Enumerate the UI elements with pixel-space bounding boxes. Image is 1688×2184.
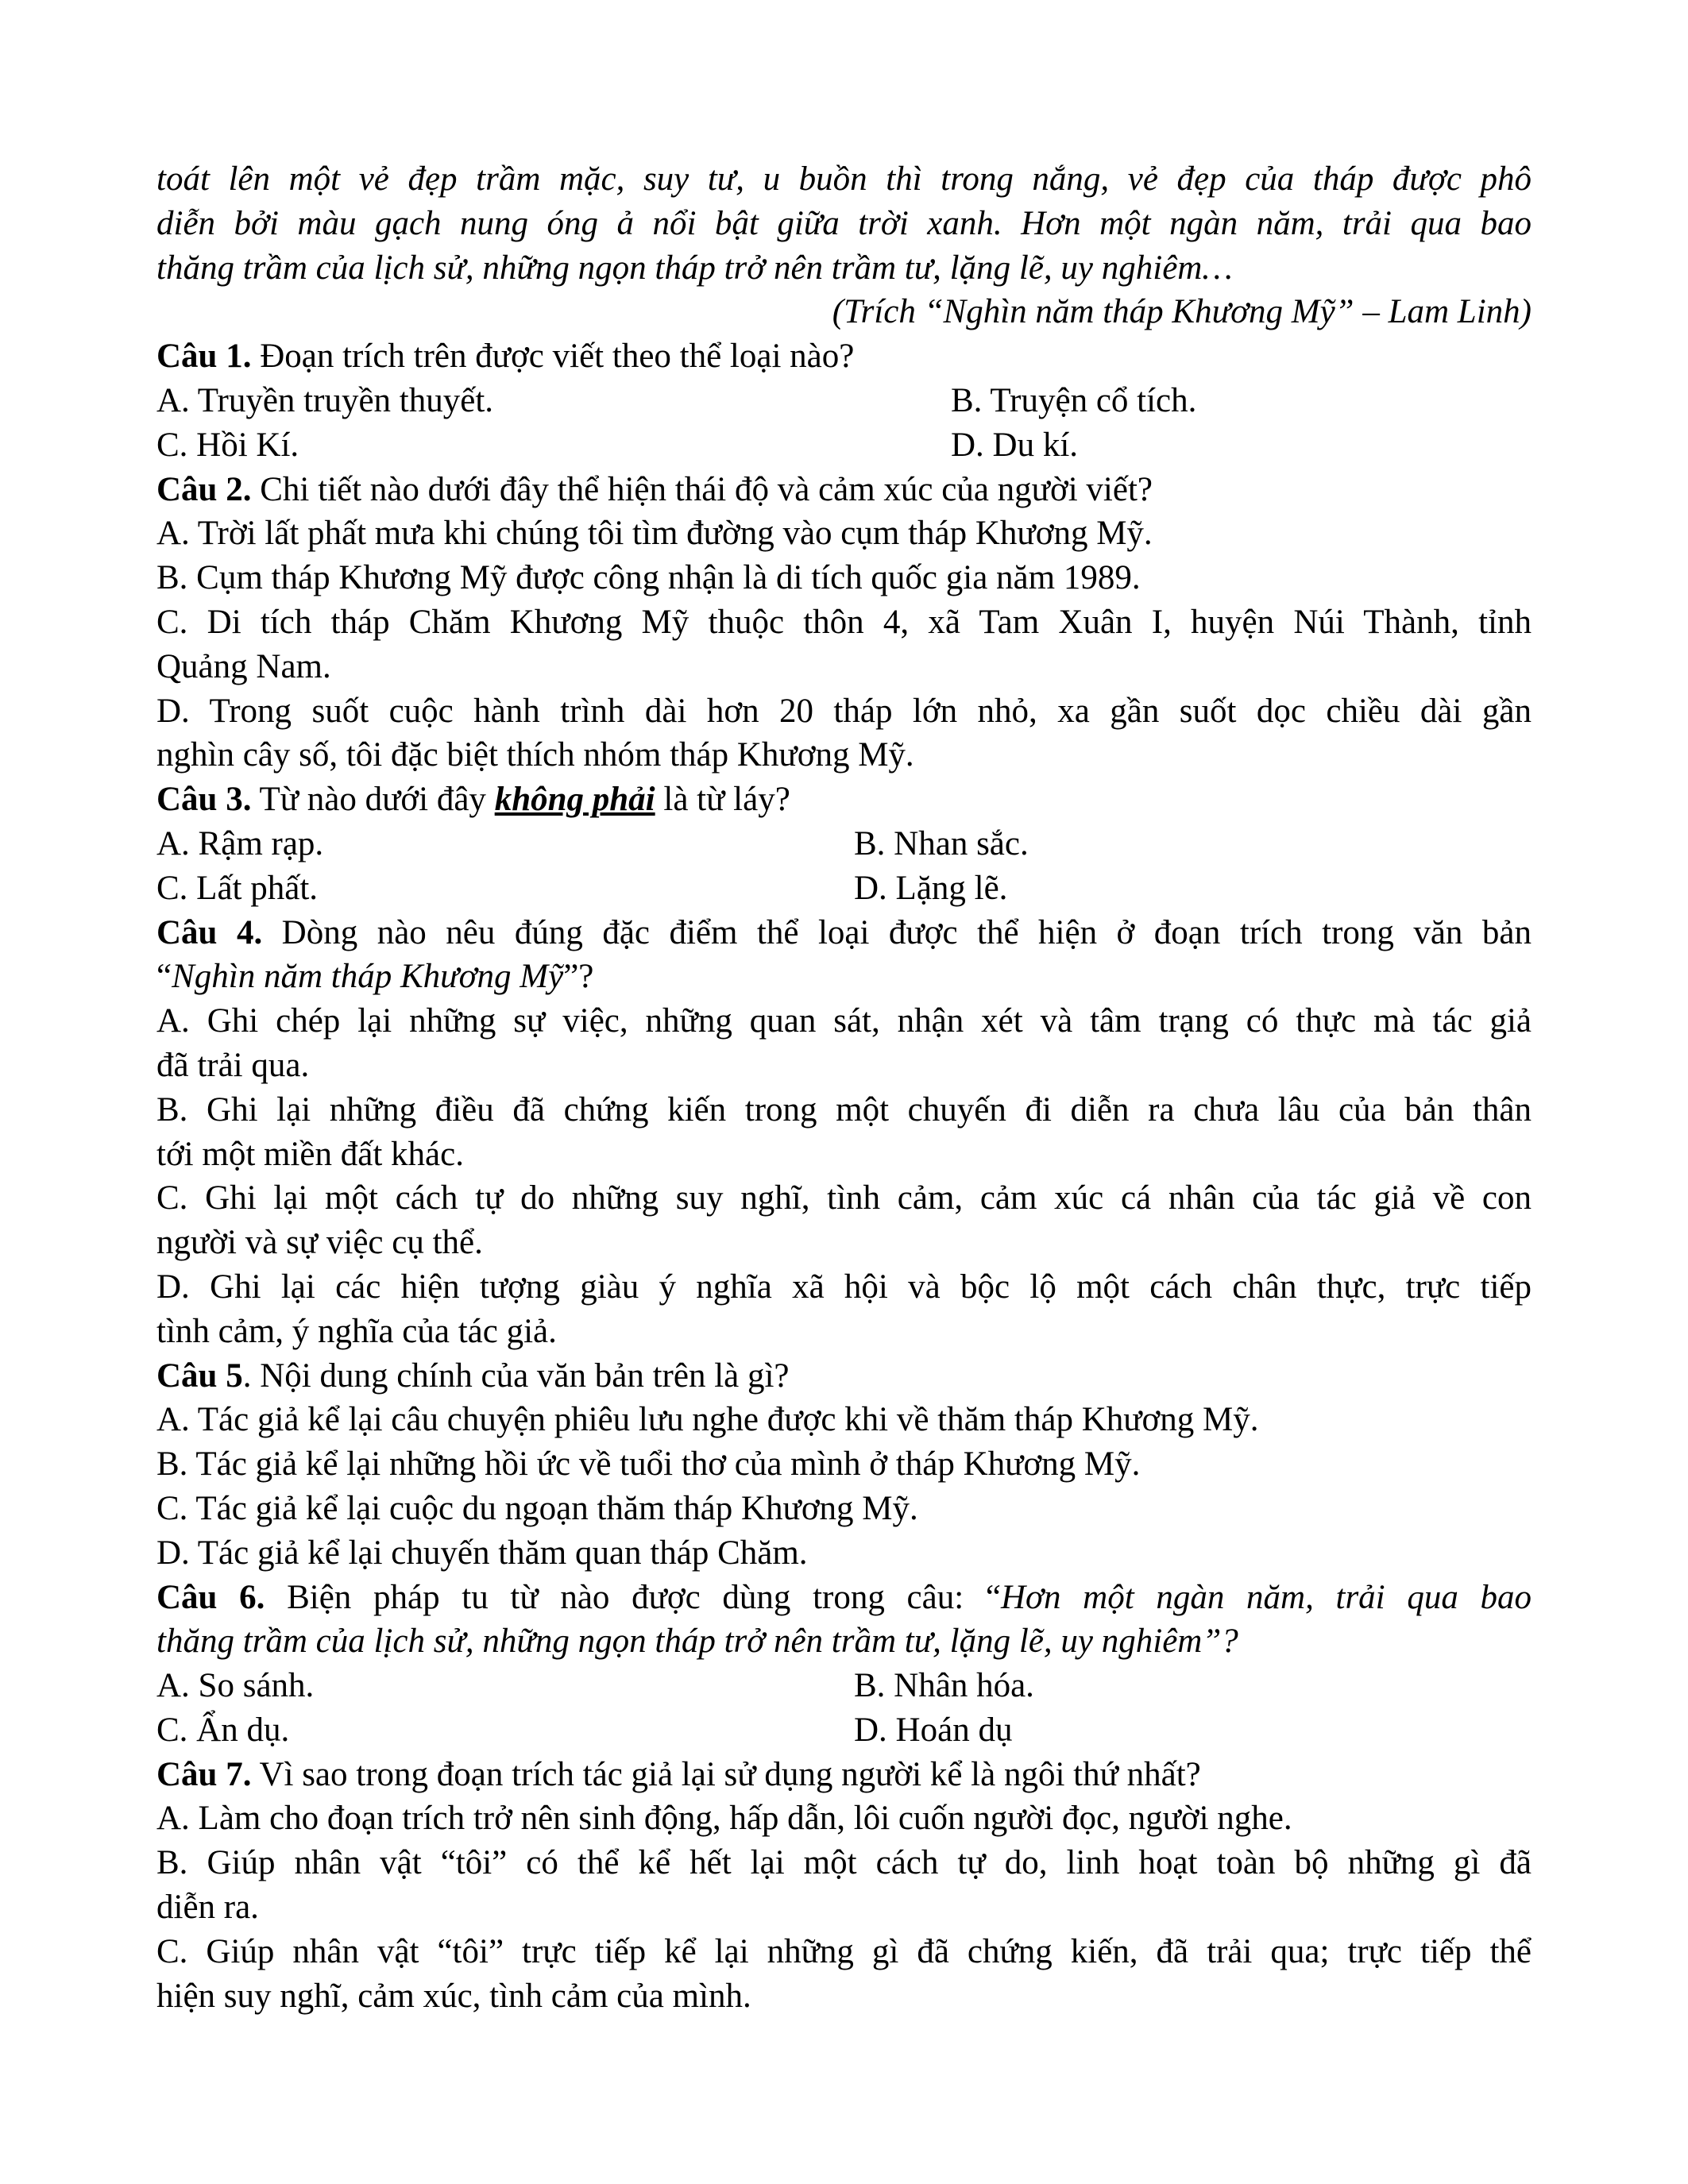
answer-row [156,423,1532,468]
question-2-label: Câu 2. [156,470,252,508]
question-6-prompt [156,1576,1532,1620]
question-4-open-quote: “ [156,958,172,996]
passage-line: toát lên một vẻ đẹp trầm mặc, suy tư, u buồn thì trong nắng, vẻ đẹp của tháp được phô [156,160,1532,198]
question-4-prompt [156,911,1532,955]
question-2-prompt [156,468,1532,512]
question-2-text: Chi tiết nào dưới đây thể hiện thái độ và cảm xúc của người viết? [251,470,1153,508]
question-2 [156,468,1532,778]
question-3-option-c: C. Lất phất. [156,869,319,907]
question-4-option-d-cont: tình cảm, ý nghĩa của tác giả. [156,1312,557,1350]
question-6-option-d: D. Hoán dụ [854,1711,1013,1749]
answer-row [156,866,1532,911]
question-3-label: Câu 3. [156,781,252,819]
question-2-option-a: A. Trời lất phất mưa khi chúng tôi tìm đường vào cụm tháp Khương Mỹ. [156,515,1153,553]
question-5-option-d: D. Tác giả kể lại chuyến thăm quan tháp Chăm. [156,1534,808,1572]
question-4-option-a-cont: đã trải qua. [156,1046,310,1084]
question-7-option-b-cont: diễn ra. [156,1889,259,1927]
question-7-option-b: B. Giúp nhân vật “tôi” có thể kể hết lại một cách tự do, linh hoạt toàn bộ những gì đã [156,1844,1532,1882]
question-5-option-a: A. Tác giả kể lại câu chuyện phiêu lưu nghe được khi về thăm tháp Khương Mỹ. [156,1401,1259,1439]
passage-line: thăng trầm của lịch sử, những ngọn tháp trở nên trầm tư, lặng lẽ, uy nghiêm… [156,249,1233,287]
question-3-prompt [156,778,1532,822]
answer-row [156,822,1532,866]
question-5-option-b: B. Tác giả kể lại những hồi ức về tuổi thơ của mình ở tháp Khương Mỹ. [156,1445,1141,1484]
question-6-option-c: C. Ẩn dụ. [156,1711,290,1749]
document-content [156,157,1532,2018]
passage-citation: (Trích “Nghìn năm tháp Khương Mỹ” – Lam Linh) [832,293,1532,331]
question-6-label: Câu 6. [156,1578,265,1616]
question-1-prompt [156,334,1532,379]
answer-row [156,1708,1532,1753]
question-1-option-c: C. Hồi Kí. [156,426,299,464]
question-6-option-b: B. Nhân hóa. [854,1667,1034,1705]
question-3-option-a: A. Rậm rạp. [156,824,324,862]
question-3 [156,778,1532,910]
question-7-option-c: C. Giúp nhân vật “tôi” trực tiếp kể lại những gì đã chứng kiến, đã trải qua; trực tiếp thể [156,1932,1532,1970]
question-3-emphasis: không phải [494,781,655,819]
passage-line: diễn bởi màu gạch nung óng ả nổi bật giữa trời xanh. Hơn một ngàn năm, trải qua bao [156,204,1532,242]
question-3-option-b: B. Nhan sắc. [854,824,1029,862]
question-6-quote: Hơn một ngàn năm, trải qua bao [1000,1578,1532,1616]
question-7-prompt [156,1753,1532,1797]
question-7-option-c-cont: hiện suy nghĩ, cảm xúc, tình cảm của mình. [156,1977,751,2015]
question-2-option-b: B. Cụm tháp Khương Mỹ được công nhận là di tích quốc gia năm 1989. [156,559,1141,597]
question-5-text: . Nội dung chính của văn bản trên là gì? [242,1356,790,1395]
question-4-option-a: A. Ghi chép lại những sự việc, những quan sát, nhận xét và tâm trạng có thực mà tác giả [156,1002,1532,1040]
question-1-option-b: B. Truyện cổ tích. [951,381,1197,419]
question-2-option-c: C. Di tích tháp Chăm Khương Mỹ thuộc thôn 4, xã Tam Xuân I, huyện Núi Thành, tỉnh [156,603,1532,641]
question-5 [156,1354,1532,1576]
question-3-option-d: D. Lặng lẽ. [854,869,1008,907]
question-6 [156,1576,1532,1753]
question-2-option-d-cont: nghìn cây số, tôi đặc biệt thích nhóm tháp Khương Mỹ. [156,736,914,774]
question-4-option-b-cont: tới một miền đất khác. [156,1135,464,1173]
question-7 [156,1753,1532,2019]
question-5-prompt [156,1354,1532,1399]
question-1-option-d: D. Du kí. [951,426,1079,464]
question-4-option-d: D. Ghi lại các hiện tượng giàu ý nghĩa xã hội và bộc lộ một cách chân thực, trực tiếp [156,1268,1532,1306]
question-1-option-a: A. Truyền truyền thuyết. [156,381,494,419]
question-1-label: Câu 1. [156,338,252,376]
question-5-label: Câu 5 [156,1356,243,1395]
question-6-quote-cont: thăng trầm của lịch sử, những ngọn tháp trở nên trầm tư, lặng lẽ, uy nghiêm”? [156,1623,1238,1661]
question-3-text-after: là từ láy? [655,781,790,819]
question-7-text: Vì sao trong đoạn trích tác giả lại sử dụng người kể là ngôi thứ nhất? [251,1755,1201,1793]
question-7-label: Câu 7. [156,1755,252,1793]
question-4-title: Nghìn năm tháp Khương Mỹ [172,958,564,996]
answer-row [156,379,1532,423]
question-1 [156,334,1532,467]
question-7-option-a: A. Làm cho đoạn trích trở nên sinh động, hấp dẫn, lôi cuốn người đọc, người nghe. [156,1800,1292,1838]
question-4-text: Dòng nào nêu đúng đặc điểm thể loại được thể hiện ở đoạn trích trong văn bản [262,913,1532,951]
answer-row [156,1664,1532,1708]
question-4-option-b: B. Ghi lại những điều đã chứng kiến trong một chuyến đi diễn ra chưa lâu của bản thân [156,1090,1532,1129]
question-5-option-c: C. Tác giả kể lại cuộc du ngoạn thăm tháp Khương Mỹ. [156,1489,918,1527]
question-1-text: Đoạn trích trên được viết theo thể loại nào? [251,338,855,376]
question-4-option-c: C. Ghi lại một cách tự do những suy nghĩ, tình cảm, cảm xúc cá nhân của tác giả về con [156,1179,1532,1217]
question-4-option-c-cont: người và sự việc cụ thể. [156,1224,483,1262]
question-6-option-a: A. So sánh. [156,1667,315,1705]
question-6-text: Biện pháp tu từ nào được dùng trong câu: “ [265,1578,1001,1616]
question-4-prompt-cont [156,955,1532,999]
question-2-option-d: D. Trong suốt cuộc hành trình dài hơn 20 tháp lớn nhỏ, xa gần suốt dọc chiều dài gần [156,692,1532,730]
question-2-option-c-cont: Quảng Nam. [156,647,331,685]
question-4 [156,911,1532,1354]
question-3-text-before: Từ nào dưới đây [251,781,495,819]
question-4-close-quote: ”? [563,958,594,996]
passage-excerpt [156,157,1532,334]
question-4-label: Câu 4. [156,913,263,951]
